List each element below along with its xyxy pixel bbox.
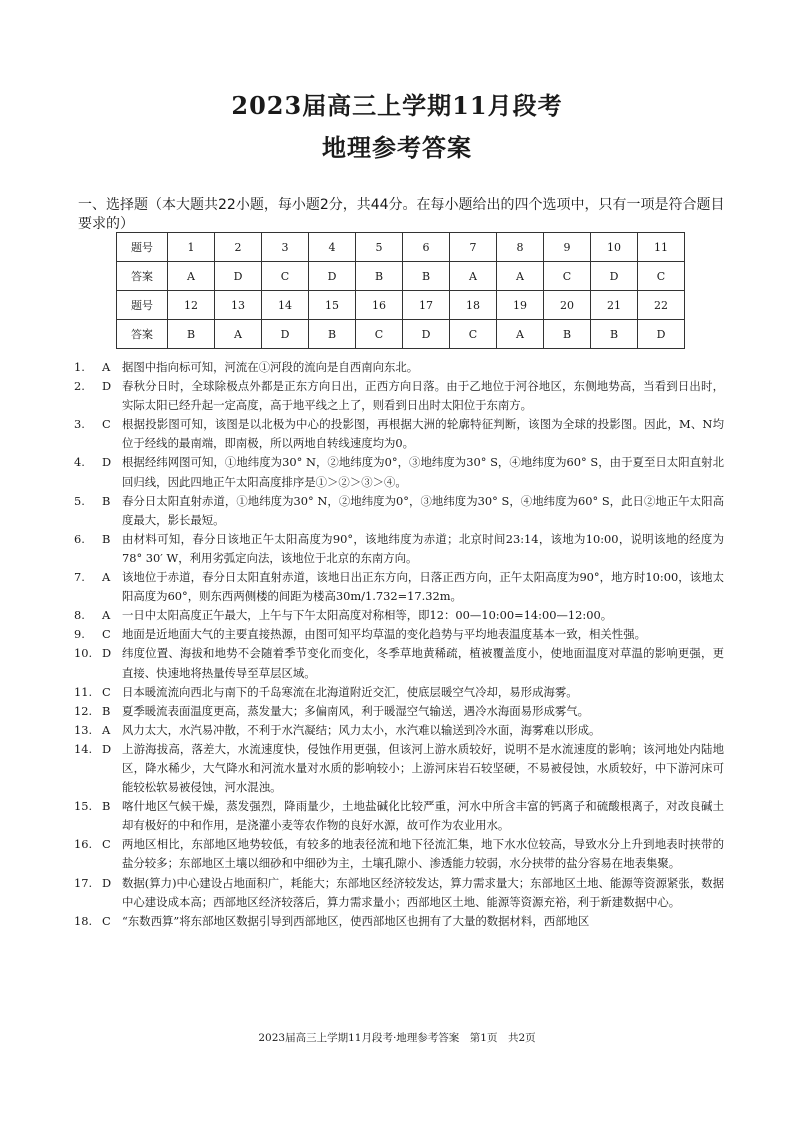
answer-item [74,568,724,606]
item-answer: D [102,741,112,756]
table-cell: 6 [403,233,450,262]
answer-item [74,912,724,931]
answer-item [74,453,724,491]
item-number: 6. [74,531,85,546]
table-cell: 9 [544,233,591,262]
item-answer: D [102,875,112,890]
item-answer: A [102,608,111,623]
table-header-cell: 答案 [117,320,168,349]
item-explanation: 一日中太阳高度正午最大，上午与下午太阳高度对称相等，即12：00—10:00=14:00—12:00。 [122,608,613,623]
item-answer: D [102,379,112,394]
item-number: 11. [74,684,93,699]
answer-item [74,797,724,835]
table-cell: B [403,262,450,291]
page-footer: 2023届高三上学期11月段考·地理参考答案 第1页 共2页 [258,1032,536,1044]
item-explanation: 据图中指向标可知，河流在①河段的流向是自西南向东北。 [122,360,419,374]
table-cell: 12 [168,291,215,320]
table-header-cell: 题号 [117,291,168,320]
table-cell: 5 [356,233,403,262]
item-explanation: 纬度位置、海拔和地势不会随着季节变化而变化，冬季草地黄稀疏，植被覆盖度小，使地面温度对草温的影响更强，更直接、快速地将热量传导至草层区域。 [122,646,724,680]
item-explanation: 数据(算力)中心建设占地面积广，耗能大；东部地区经济较发达，算力需求量大；东部地区土地、能源等资源紧张，数据中心建设成本高；西部地区经济较落后，算力需求量小；西部地区土地、能源等资源充裕，利于新建数据中心。 [122,875,724,909]
item-explanation: 夏季暖流表面温度更高，蒸发量大；多偏南风，利于暖湿空气输送，遇冷水海面易形成雾气。 [122,703,590,718]
item-answer: A [102,360,111,374]
item-explanation: 喀什地区气候干燥，蒸发强烈，降雨量少，土地盐碱化比较严重，河水中所含丰富的钙离子和硫酸根离子，对改良碱土却有极好的中和作用，是浇灌小麦等农作物的良好水源，故可作为农业用水。 [122,799,724,833]
item-number: 9. [74,627,85,642]
table-cell: B [591,320,638,349]
table-cell: 8 [497,233,544,262]
answer-item [74,702,724,721]
section-heading: 一、选择题（本大题共22小题，每小题2分，共44分。在每小题给出的四个选项中，只有一项是符合题目要求的） [78,197,725,232]
answer-item [74,740,724,797]
table-cell: 19 [497,291,544,320]
item-number: 17. [74,875,93,890]
item-number: 5. [74,493,85,508]
table-cell: 7 [450,233,497,262]
table-cell: 13 [215,291,262,320]
item-explanation: 春分日太阳直射赤道，①地纬度为30° N，②地纬度为0°，③地纬度为30° S，④地纬度为60° S，此日②地正午太阳高度最大，影长最短。 [122,493,724,527]
table-cell: 2 [215,233,262,262]
item-answer: D [102,455,112,470]
item-number: 7. [74,570,85,585]
item-explanation: 地面是近地面大气的主要直接热源，由图可知平均草温的变化趋势与平均地表温度基本一致，相关性强。 [122,627,646,642]
item-number: 16. [74,837,93,852]
table-cell: 15 [309,291,356,320]
item-answer: A [102,570,111,585]
table-cell: 20 [544,291,591,320]
table-cell: A [497,262,544,291]
item-answer: B [102,531,111,546]
table-cell: D [262,320,309,349]
table-cell: 16 [356,291,403,320]
item-number: 14. [74,741,93,756]
answer-item [74,492,724,530]
item-explanation: 根据投影图可知，该图是以北极为中心的投影图，再根据大洲的轮廓特征判断，该图为全球的投影图。因此，M、N均位于经线的最南端，即南极，所以两地自转线速度均为0。 [122,417,724,451]
item-number: 10. [74,646,93,661]
answer-explanations [74,358,724,931]
item-answer: B [102,799,111,814]
table-cell: B [544,320,591,349]
table-cell: C [356,320,403,349]
item-explanation: “东数西算”将东部地区数据引导到西部地区，使西部地区也拥有了大量的数据材料，西部地区 [122,913,590,928]
item-answer: D [102,646,112,661]
item-answer: C [102,913,111,928]
table-cell: B [309,320,356,349]
item-explanation: 风力太大，水汽易冲散，不利于水汽凝结；风力太小，水汽难以输送到冷水面，海雾难以形成。 [122,722,601,737]
table-cell: D [403,320,450,349]
table-cell: C [544,262,591,291]
table-cell: D [309,262,356,291]
item-explanation: 根据经纬网图可知，①地纬度为30° N，②地纬度为0°，③地纬度为30° S，④地纬度为60° S，由于夏至日太阳直射北回归线，因此四地正午太阳高度排序是①＞②＞③＞④。 [122,455,724,489]
table-cell: D [215,262,262,291]
item-number: 1. [74,360,85,374]
item-explanation: 上游海拔高，落差大，水流速度快，侵蚀作用更强，但该河上游水质较好，说明不是水流速度的影响；该河地处内陆地区，降水稀少，大气降水和河流水量对水质的影响较小；上游河床岩石较坚硬，不易被侵蚀，水质较好，中下游河床可能较松软易被侵蚀，河水混浊。 [122,741,724,795]
answer-item [74,644,724,682]
table-cell: D [638,320,685,349]
answer-item [74,835,724,873]
table-cell: 14 [262,291,309,320]
table-row-answers-2 [117,320,685,349]
item-number: 13. [74,722,93,737]
table-cell: 4 [309,233,356,262]
table-cell: 17 [403,291,450,320]
item-explanation: 两地区相比，东部地区地势较低，有较多的地表径流和地下径流汇集，地下水水位较高，导致水分上升到地表时挟带的盐分较多；东部地区土壤以细砂和中细砂为主，土壤孔隙小、渗透能力较弱，水分挟带的盐分容易在地表集聚。 [122,837,724,871]
item-answer: C [102,627,111,642]
table-cell: A [215,320,262,349]
item-number: 15. [74,799,93,814]
table-cell: 11 [638,233,685,262]
table-cell: B [168,320,215,349]
table-row-numbers-1 [117,233,685,262]
item-explanation: 日本暖流流向西北与南下的千岛寒流在北海道附近交汇，使底层暖空气冷却，易形成海雾。 [122,684,578,699]
item-answer: C [102,417,111,432]
table-row-answers-1 [117,262,685,291]
item-number: 12. [74,703,93,718]
item-answer: C [102,837,111,852]
item-number: 3. [74,417,85,432]
item-explanation: 春秋分日时，全球除极点外都是正东方向日出，正西方向日落。由于乙地位于河谷地区，东侧地势高，当看到日出时，实际太阳已经升起一定高度，高于地平线之上了，则看到日出时太阳位于东南方。 [122,379,724,413]
item-number: 2. [74,379,85,394]
table-cell: 22 [638,291,685,320]
table-cell: B [356,262,403,291]
table-cell: C [638,262,685,291]
table-cell: D [591,262,638,291]
item-number: 4. [74,455,85,470]
item-answer: A [102,722,111,737]
item-number: 8. [74,608,85,623]
item-explanation: 由材料可知，春分日该地正午太阳高度为90°，该地纬度为赤道；北京时间23:14，该地为10:00，说明该地的经度为78° 30′ W，利用劣弧定向法，该地位于北京的东南方向。 [122,531,724,565]
page-title: 2023届高三上学期11月段考 [231,91,563,120]
item-answer: C [102,684,111,699]
answer-table [116,232,685,349]
table-row-numbers-2 [117,291,685,320]
table-header-cell: 答案 [117,262,168,291]
answer-item [74,377,724,415]
answer-item [74,415,724,453]
table-cell: 21 [591,291,638,320]
table-cell: A [168,262,215,291]
answer-item [74,606,724,625]
answer-item [74,874,724,912]
item-answer: B [102,703,111,718]
item-explanation: 该地位于赤道，春分日太阳直射赤道，该地日出正东方向，日落正西方向，正午太阳高度为90°，地方时10:00，该地太阳高度为60°，则东西两侧楼的间距为楼高30m/1.732=17.32m。 [122,570,724,604]
table-cell: C [262,262,309,291]
table-cell: C [450,320,497,349]
answer-item [74,721,724,740]
table-cell: 1 [168,233,215,262]
item-number: 18. [74,913,93,928]
table-cell: 10 [591,233,638,262]
answer-item [74,530,724,568]
answer-item [74,625,724,644]
answer-item [74,358,724,377]
table-header-cell: 题号 [117,233,168,262]
table-cell: A [450,262,497,291]
table-cell: A [497,320,544,349]
item-answer: B [102,493,111,508]
page-subtitle: 地理参考答案 [322,133,472,162]
answer-item [74,683,724,702]
table-cell: 3 [262,233,309,262]
table-cell: 18 [450,291,497,320]
